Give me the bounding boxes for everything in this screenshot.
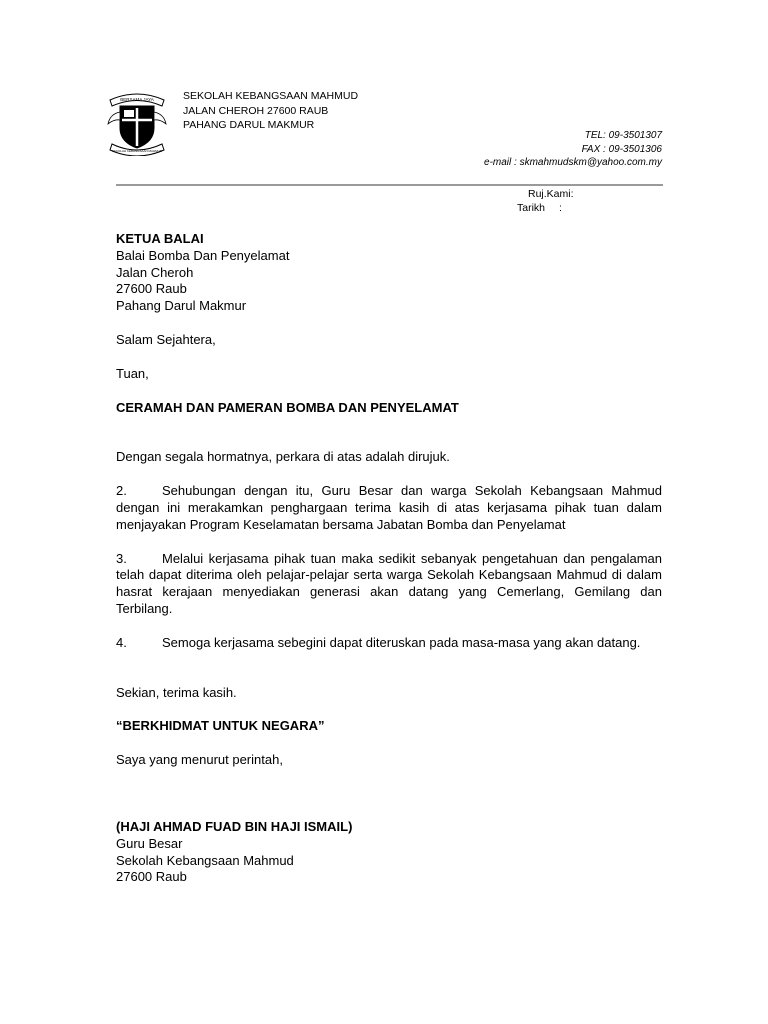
fax-line: FAX : 09-3501306 (581, 143, 662, 155)
paragraph-number: 2. (116, 483, 127, 499)
recipient-line: 27600 Raub (116, 281, 187, 297)
signatory-name: (HAJI AHMAD FUAD BIN HAJI ISMAIL) (116, 818, 353, 834)
closing: Sekian, terima kasih. (116, 684, 237, 700)
recipient-line: Jalan Cheroh (116, 264, 194, 280)
signatory-school: Sekolah Kebangsaan Mahmud (116, 852, 294, 868)
paragraph-number: 4. (116, 634, 127, 650)
reference-label: Ruj.Kami: (528, 188, 574, 200)
school-state: PAHANG DARUL MAKMUR (183, 119, 315, 131)
paragraph-number: 3. (116, 550, 127, 566)
greeting: Salam Sejahtera, (116, 331, 216, 347)
opening-paragraph: Dengan segala hormatnya, perkara di atas adalah dirujuk. (116, 449, 450, 465)
logo-motto-text: BERSAMA JAYA (120, 97, 154, 102)
sign-off: Saya yang menurut perintah, (116, 752, 283, 768)
tel-line: TEL: 09-3501307 (584, 130, 662, 141)
school-logo (106, 86, 168, 156)
paragraph-text: Sehubungan dengan itu, Guru Besar dan warga Sekolah Kebangsaan Mahmud dengan ini merakamkan penghargaan terima kasih di atas kerjasama pihak tuan dalam menjayakan Program Keselamatan bersama Jabatan Bomba dan Penyelamat (116, 483, 662, 532)
date-colon: : (559, 202, 562, 214)
paragraph-4 (116, 635, 662, 652)
paragraph-text: Semoga kerjasama sebegini dapat diteruskan pada masa-masa yang akan datang. (162, 634, 641, 650)
header-divider (116, 184, 663, 186)
date-label: Tarikh (517, 202, 546, 214)
school-address (183, 89, 358, 133)
recipient-title: KETUA BALAI (116, 231, 204, 246)
email-line: e-mail : skmahmudskm@yahoo.com.my (484, 157, 662, 168)
subject-line: CERAMAH DAN PAMERAN BOMBA DAN PENYELAMAT (116, 399, 459, 415)
paragraph-3 (116, 551, 662, 618)
logo-school-text: SEKOLAH KEBANGSAAN MAHMUD (111, 149, 163, 153)
motto: “BERKHIDMAT UNTUK NEGARA” (116, 718, 325, 734)
signatory-title: Guru Besar (116, 835, 183, 851)
salutation: Tuan, (116, 365, 149, 381)
signatory-postcode: 27600 Raub (116, 869, 187, 885)
contact-info (484, 129, 662, 170)
school-street: JALAN CHEROH 27600 RAUB (183, 104, 329, 117)
recipient-line: Pahang Darul Makmur (116, 298, 247, 314)
paragraph-text: Melalui kerjasama pihak tuan maka sedikit sebanyak pengetahuan dan pengalaman telah dapat diterima oleh pelajar-pelajar serta warga Sekolah Kebangsaan Mahmud di dalam hasrat kerajaan menyediakan generasi akan datang yang Cemerlang, Gemilang dan Terbilang. (116, 550, 662, 616)
school-name: SEKOLAH KEBANGSAAN MAHMUD (183, 90, 359, 102)
date-line (517, 201, 562, 215)
paragraph-2 (116, 483, 662, 533)
recipient-line: Balai Bomba Dan Penyelamat (116, 247, 290, 263)
letter-body (116, 231, 662, 886)
